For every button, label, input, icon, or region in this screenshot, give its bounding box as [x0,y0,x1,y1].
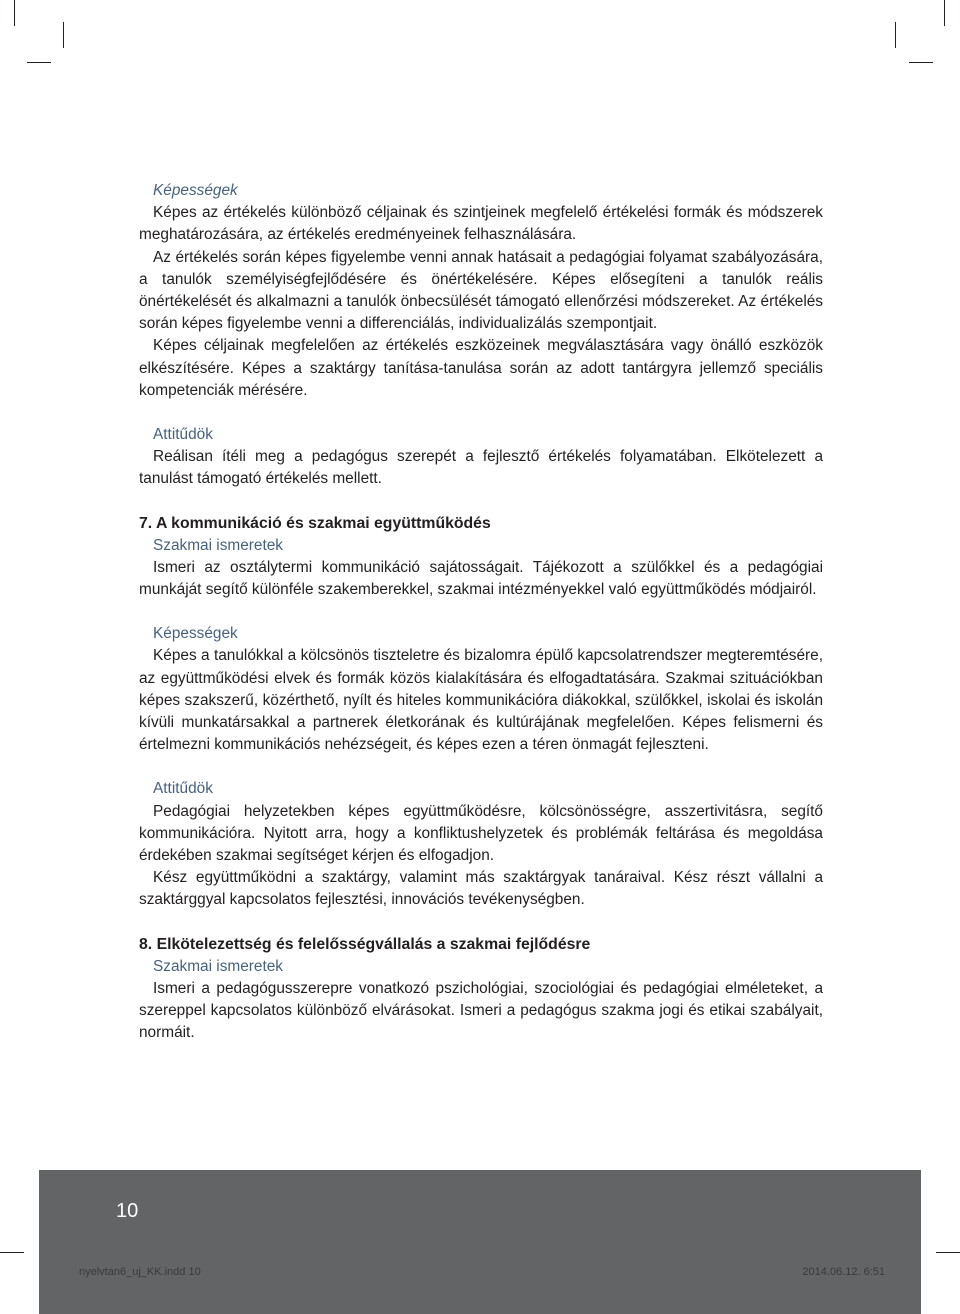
crop-mark [944,0,945,26]
crop-mark [27,62,51,63]
paragraph: Kész együttműködni a szaktárgy, valamint más szaktárgyak tanáraival. Kész részt vállalni a szaktárggyal kapcsolatos fejlesztési, innovációs tevékenységben. [139,869,823,909]
paragraph: Ismeri a pedagógusszerepre vonatkozó pszichológiai, szociológiai és pedagógiai elméleteket, a szereppel kapcsolatos különböző elvárásokat. Ismeri a pedagógus szakma jogi és etikai szabályait, normáit. [139,979,823,1042]
paragraph: Az értékelés során képes figyelembe venni annak hatásait a pedagógiai folyamat szabályozására, a tanulók személyiségfejlődésére és önértékelésére. Képes elősegíteni a tanulók reális önértékelését és alkalmazni a tanulók önbecsülését támogató ellenőrzési módszereket. Az értékelés során képes figyelembe venni a differenciálás, individualizálás szempontjait. [139,248,823,333]
page-body [139,180,823,1045]
page-number: 10 [116,1200,139,1222]
paragraph: Képes a tanulókkal a kölcsönös tiszteletre és bizalomra épülő kapcsolatrendszer megteremtésére, az együttműködési elvek és formák közös kialakítására és elfogadtatására. Szakmai szituációkban képes szakszerű, közérthető, nyílt és hiteles kommunikációra diákokkal, szülőkkel, iskolai és iskolán kívüli munkatársakkal a partnerek életkorának és kultúrájának megfelelően. Képes felismerni és értelmezni kommunikációs nehézségeit, és képes ezen a téren önmagát fejleszteni. [139,647,823,754]
subheading-kepessegek: Képességek [153,625,238,643]
paragraph: Reálisan ítéli meg a pedagógus szerepét a fejlesztő értékelés folyamatában. Elkötelezett a tanulást támogató értékelés mellett. [139,448,823,488]
subheading-szakmai-ismeretek: Szakmai ismeretek [153,957,284,975]
crop-mark [895,22,896,48]
paragraph: Képes céljainak megfelelően az értékelés eszközeinek megválasztására vagy önálló eszközök elkészítésére. Képes a szaktárgy tanítása-tanulása során az adott tantárgyra jellemző speciális kompetenciák mérésére. [139,337,823,399]
crop-mark [936,1252,960,1253]
section-title-8: 8. Elkötelezettség és felelősségvállalás a szakmai fejlődésre [139,935,591,953]
print-slug-filename: nyelvtan6_uj_KK.indd 10 [79,1266,201,1278]
subheading-kepessegek: Képességek [153,182,238,199]
section-title-7: 7. A kommunikáció és szakmai együttműködés [139,514,491,532]
crop-mark [63,22,64,48]
crop-mark [909,62,933,63]
paragraph: Ismeri az osztálytermi kommunikáció sajátosságait. Tájékozott a szülőkkel és a pedagógiai munkáját segítő különféle szakemberekkel, szakmai intézményekkel való együttműködés módjairól. [139,558,823,599]
subheading-szakmai-ismeretek: Szakmai ismeretek [153,536,284,554]
crop-mark [14,0,15,26]
subheading-attitudok: Attitűdök [153,780,213,798]
paragraph: Pedagógiai helyzetekben képes együttműködésre, kölcsönösségre, asszertivitásra, segítő kommunikációra. Nyitott arra, hogy a konfliktushelyzetek és problémák feltárása és megoldása érdekében szakmai segítséget kérjen és elfogadjon. [139,802,823,865]
paragraph: Képes az értékelés különböző céljainak és szintjeinek megfelelő értékelési formák és módszerek meghatározására, az értékelés eredményeinek felhasználására. [139,204,823,244]
crop-mark [0,1252,24,1253]
footer-band [39,1170,921,1314]
print-slug-timestamp: 2014.06.12. 6:51 [802,1266,885,1278]
subheading-attitudok: Attitűdök [153,426,213,444]
